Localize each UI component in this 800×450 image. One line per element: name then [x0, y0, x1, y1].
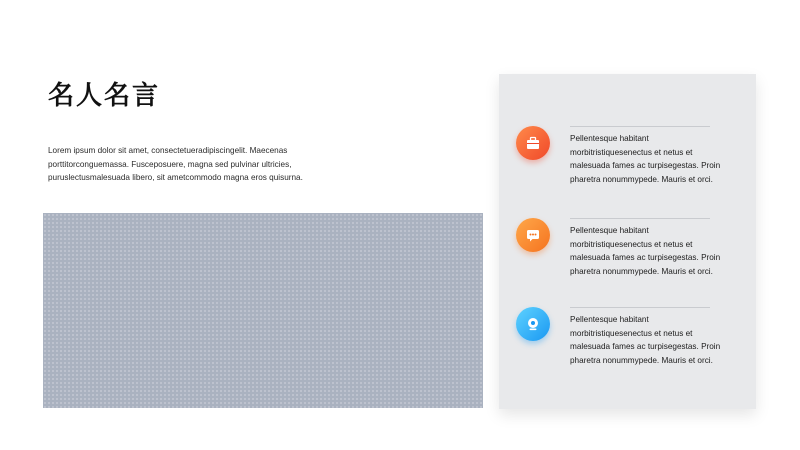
- briefcase-icon: [516, 126, 550, 160]
- feature-text: Pellentesque habitant morbitristiquesenectus et netus et malesuada fames ac turpisegestas. Proin pharetra nonummypede. Mauris et orci.: [570, 315, 721, 365]
- webcam-icon: [516, 307, 550, 341]
- divider: [570, 218, 710, 219]
- feature-item: [499, 218, 756, 288]
- feature-item: [499, 307, 756, 377]
- divider: [570, 126, 710, 127]
- feature-item: [499, 126, 756, 196]
- feature-text: Pellentesque habitant morbitristiquesenectus et netus et malesuada fames ac turpisegestas. Proin pharetra nonummypede. Mauris et orci.: [570, 226, 721, 276]
- chat-bubble-icon-glyph: [525, 227, 541, 243]
- body-paragraph: Lorem ipsum dolor sit amet, consectetueradipiscingelit. Maecenas porttitorconguemassa. Fusceposuere, magna sed pulvinar ultricies, puruslectusmalesuada libero, sit ametcommodo magna eros quisurna.: [48, 146, 303, 182]
- slide-title: 名人名言: [48, 81, 161, 111]
- image-placeholder: [43, 213, 483, 408]
- chat-bubble-icon: [516, 218, 550, 252]
- features-panel: [499, 74, 756, 409]
- feature-text: Pellentesque habitant morbitristiquesenectus et netus et malesuada fames ac turpisegestas. Proin pharetra nonummypede. Mauris et orci.: [570, 134, 721, 184]
- webcam-icon-glyph: [525, 316, 541, 332]
- divider: [570, 307, 710, 308]
- briefcase-icon-glyph: [525, 135, 541, 151]
